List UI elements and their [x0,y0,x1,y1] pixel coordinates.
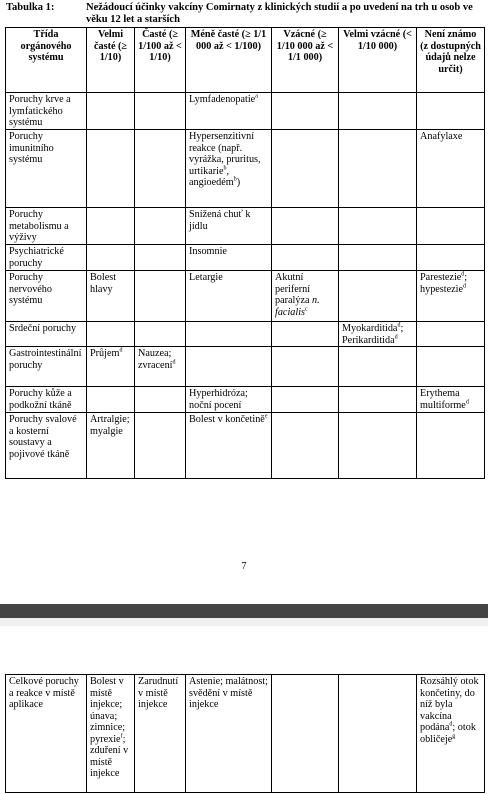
table-row [6,130,485,208]
very-common-cell: Bolest hlavy [87,271,135,322]
soc-cell: Poruchy imunitního systému [6,130,87,208]
table-row [6,413,485,479]
soc-cell: Srdeční poruchy [6,322,87,347]
page-number: 7 [241,561,247,572]
header-unknown: Není známo (z dostupných údajů nelze určit) [417,28,485,93]
very-common-cell: Průjem$^d$ [87,347,135,387]
soc-cell: Poruchy krve a lymfatického systému [6,93,87,130]
very-rare-cell: Myokarditida$^d$; Perikarditida$^d$ [339,322,417,347]
table-row [6,271,485,322]
table-row [6,93,485,130]
header-rare: Vzácné (≥ 1/10 000 až < 1/1 000) [272,28,339,93]
uncommon-cell: Hyperhidróza; noční pocení [186,387,272,413]
table-header-row [6,28,485,93]
table-row [6,208,485,245]
common-cell: Zarudnutí v místě injekce [135,675,186,793]
header-soc: Třída orgánového systému [6,28,87,93]
adverse-effects-table-continued [5,674,485,793]
table-row [6,675,485,793]
unknown-cell: Parestezie$^d$; hypestezie$^d$ [417,271,485,322]
table-caption-label: Tabulka 1: [6,2,55,13]
rare-cell: Akutní periferní paralýza n. facialis$^c$ [272,271,339,322]
soc-cell: Poruchy metabolismu a výživy [6,208,87,245]
table-row [6,322,485,347]
uncommon-cell: Letargie [186,271,272,322]
table-row [6,347,485,387]
common-cell: Nauzea; zvracení$^d$ [135,347,186,387]
header-common: Časté (≥ 1/100 až < 1/10) [135,28,186,93]
uncommon-cell: Snížená chuť k jídlu [186,208,272,245]
adverse-effects-table [5,27,485,479]
uncommon-cell: Bolest v končetině$^e$ [186,413,272,479]
very-common-cell: Artralgie; myalgie [87,413,135,479]
very-common-cell: Bolest v místě injekce; únava; zimnice; pyrexie$^f$; zduření v místě injekce [87,675,135,793]
unknown-cell: Rozsáhlý otok končetiny, do níž byla vakcína podána$^d$; otok obličeje$^g$ [417,675,485,793]
unknown-cell: Anafylaxe [417,130,485,208]
soc-cell: Gastrointestinální poruchy [6,347,87,387]
table-row [6,245,485,271]
soc-cell: Poruchy kůže a podkožní tkáně [6,387,87,413]
soc-cell: Celkové poruchy a reakce v místě aplikace [6,675,87,793]
header-very-rare: Velmi vzácné (< 1/10 000) [339,28,417,93]
table-caption-text: Nežádoucí účinky vakcíny Comirnaty z klinických studií a po uvedení na trh u osob ve věku 12 let a starších [86,2,473,25]
header-very-common: Velmi časté (≥ 1/10) [87,28,135,93]
soc-cell: Poruchy nervového systému [6,271,87,322]
table-row [6,387,485,413]
uncommon-cell: Hypersenzitivní reakce (např. vyrážka, pruritus, urtikarie$^b$, angioedém$^b$) [186,130,272,208]
soc-cell: Poruchy svalové a kosterní soustavy a pojivové tkáně [6,413,87,479]
page-separator [0,604,488,618]
page-gap [0,618,488,626]
unknown-cell: Erythema multiforme$^d$ [417,387,485,413]
uncommon-cell: Lymfadenopatie$^a$ [186,93,272,130]
header-uncommon: Méně časté (≥ 1/1 000 až < 1/100) [186,28,272,93]
uncommon-cell: Insomnie [186,245,272,271]
uncommon-cell: Astenie; malátnost; svědění v místě injekce [186,675,272,793]
soc-cell: Psychiatrické poruchy [6,245,87,271]
